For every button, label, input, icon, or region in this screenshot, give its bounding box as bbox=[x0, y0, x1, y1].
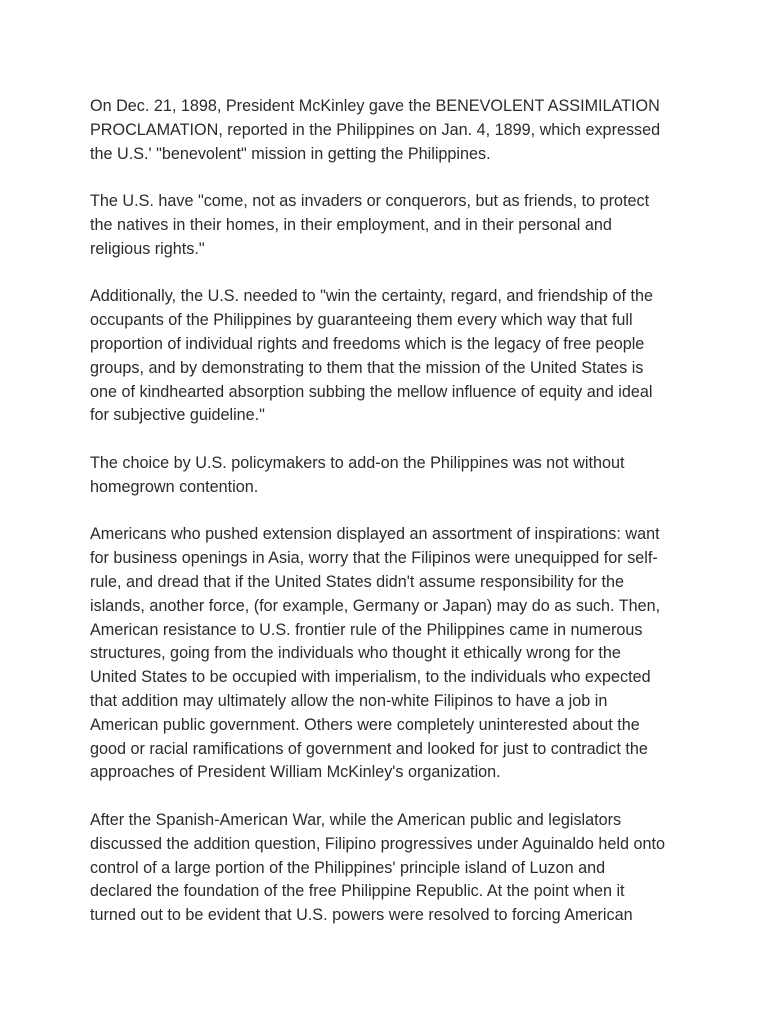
paragraph-5: Americans who pushed extension displayed an assortment of inspirations: want for business openings in Asia, worry that the Filipinos were unequipped for self- rule, and dread that if the United States didn't assume responsibility for the islands, another force, (for example, Germany or Japan) may do as such. Then, American resistance to U.S. frontier rule of the Philippines came in numerous structures, going from the individuals who thought it ethically wrong for the United States to be occupied with imperialism, to the individuals who expected that addition may ultimately allow the non-white Filipinos to have a job in American public government. Others were completely uninterested about the good or racial ramifications of government and looked for just to contradict the approaches of President William McKinley's organization. bbox=[90, 525, 661, 782]
paragraph-6: After the Spanish-American War, while the American public and legislators discussed the addition question, Filipino progressives under Aguinaldo held onto control of a large portion of the Philippines' principle island of Luzon and declared the foundation of the free Philippine Republic. At the point when it turned out to be evident that U.S. powers were resolved to forcing American bbox=[90, 810, 666, 925]
paragraph-1: On Dec. 21, 1898, President McKinley gave the BENEVOLENT ASSIMILATION PROCLAMATION, reported in the Philippines on Jan. 4, 1899, which expressed the U.S.' "benevolent" mission in getting the Philippines. bbox=[90, 97, 661, 163]
paragraph-4: The choice by U.S. policymakers to add-on the Philippines was not without homegrown contention. bbox=[90, 453, 625, 496]
document-body bbox=[90, 95, 690, 952]
paragraph-2: The U.S. have "come, not as invaders or conquerors, but as friends, to protect the natives in their homes, in their employment, and in their personal and religious rights." bbox=[90, 192, 650, 258]
paragraph-3: Additionally, the U.S. needed to "win the certainty, regard, and friendship of the occupants of the Philippines by guaranteeing them every which way that full proportion of individual rights and freedoms which is the legacy of free people groups, and by demonstrating to them that the mission of the United States is one of kindhearted absorption subbing the mellow influence of equity and ideal for subjective guideline." bbox=[90, 287, 654, 425]
